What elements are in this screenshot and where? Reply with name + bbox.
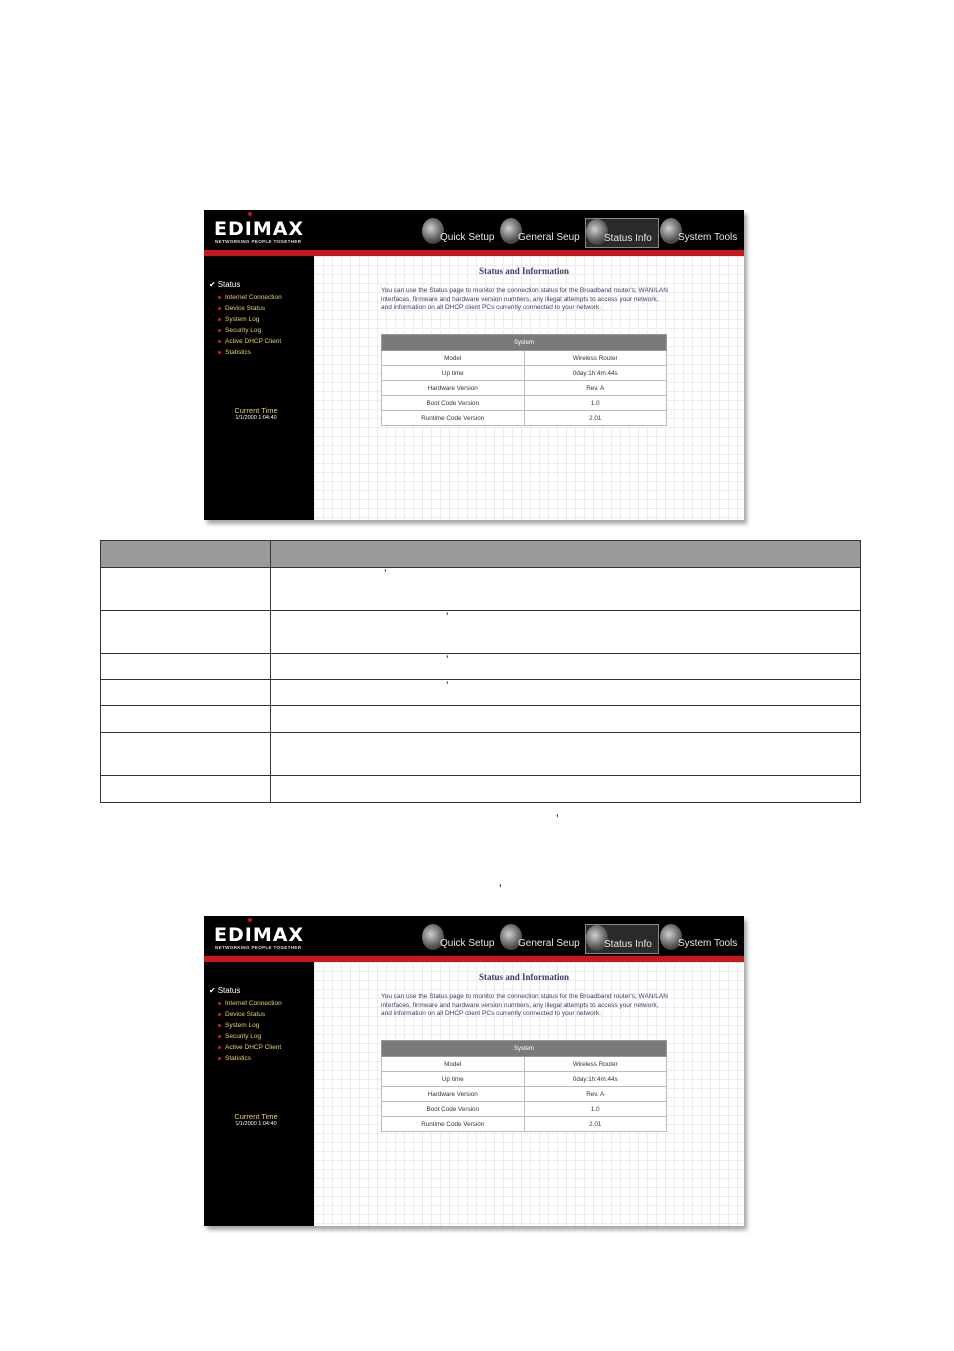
bullet-icon [218, 1057, 221, 1060]
table-row: Hardware Version Rev. A [382, 1087, 667, 1102]
table-row: Runtime Code Version 2.01 [382, 411, 667, 426]
sidebar-item-system-log[interactable]: System Log [218, 1020, 282, 1031]
table-row: Model Wireless Router [382, 351, 667, 366]
nav-status-info[interactable]: Status Info [585, 924, 659, 954]
sidebar-item-statistics[interactable]: Statistics [218, 347, 282, 358]
sidebar-menu [218, 292, 282, 358]
bullet-icon [218, 340, 221, 343]
sidebar-item-statistics[interactable]: Statistics [218, 1053, 282, 1064]
bullet-icon [218, 1024, 221, 1027]
system-info-table [381, 334, 667, 426]
header-bar [204, 210, 744, 250]
sidebar-status-heading[interactable]: ✔ Status [209, 986, 241, 995]
sidebar-item-security-log[interactable]: Security Log [218, 1031, 282, 1042]
edimax-logo: EDIMAX [214, 218, 304, 240]
sidebar-item-device-status[interactable]: Device Status [218, 303, 282, 314]
table-row: ’ [101, 568, 861, 611]
sidebar [204, 256, 314, 520]
bullet-icon [218, 1002, 221, 1005]
table-header-cell [271, 541, 861, 568]
table-row [101, 733, 861, 776]
table-row: Hardware Version Rev. A [382, 381, 667, 396]
bullet-icon [218, 1013, 221, 1016]
sidebar-item-internet-connection[interactable]: Internet Connection [218, 998, 282, 1009]
header-bar [204, 916, 744, 956]
system-table-header: System [382, 1041, 667, 1057]
nav-system-tools[interactable]: System Tools [660, 218, 742, 246]
table-row: ’ [101, 680, 861, 706]
bullet-icon [218, 296, 221, 299]
description-table [100, 540, 861, 803]
sidebar-item-internet-connection[interactable]: Internet Connection [218, 292, 282, 303]
sidebar-item-active-dhcp-client[interactable]: Active DHCP Client [218, 336, 282, 347]
table-row: Up time 0day:1h:4m:44s [382, 1072, 667, 1087]
apostrophe-mark: ’ [556, 812, 559, 826]
sidebar-item-device-status[interactable]: Device Status [218, 1009, 282, 1020]
current-time-label: Current Time [234, 406, 278, 415]
table-row: Boot Code Version 1.0 [382, 396, 667, 411]
nav-quick-setup[interactable]: Quick Setup [422, 924, 497, 952]
sidebar-item-security-log[interactable]: Security Log [218, 325, 282, 336]
table-row: Up time 0day:1h:4m:44s [382, 366, 667, 381]
bullet-icon [218, 329, 221, 332]
sidebar-item-system-log[interactable]: System Log [218, 314, 282, 325]
table-row: Model Wireless Router [382, 1057, 667, 1072]
bullet-icon [218, 351, 221, 354]
router-screenshot-2 [204, 916, 744, 1226]
page-title: Status and Information [478, 266, 570, 276]
page-description: You can use the Status page to monitor the connection status for the Broadband router's; WAN/LAN interfaces, firmware and hardware version numbers, any illegal attempts to access your network, and information on all DHCP client PCs currently connected to your network. [381, 993, 668, 1018]
table-row: ’ [101, 611, 861, 654]
page-title: Status and Information [478, 972, 570, 982]
checkmark-icon: ✔ [209, 280, 216, 289]
sidebar-status-heading[interactable]: ✔ Status [209, 280, 241, 289]
current-time-value: 1/1/2000 1:04:40 [235, 1121, 277, 1127]
apostrophe-mark: ’ [499, 882, 502, 896]
table-row: Runtime Code Version 2.01 [382, 1117, 667, 1132]
nav-quick-setup[interactable]: Quick Setup [422, 218, 497, 246]
main-content [314, 962, 744, 1226]
table-row [101, 776, 861, 803]
main-content [314, 256, 744, 520]
sidebar-item-active-dhcp-client[interactable]: Active DHCP Client [218, 1042, 282, 1053]
system-info-table [381, 1040, 667, 1132]
bullet-icon [218, 307, 221, 310]
current-time-label: Current Time [234, 1112, 278, 1121]
nav-general-setup[interactable]: General Seup [500, 924, 582, 952]
bullet-icon [218, 1046, 221, 1049]
nav-status-info[interactable]: Status Info [585, 218, 659, 248]
sidebar-menu [218, 998, 282, 1064]
table-row: ’ [101, 654, 861, 680]
bullet-icon [218, 318, 221, 321]
table-row [101, 706, 861, 733]
table-header-cell [101, 541, 271, 568]
table-row: Boot Code Version 1.0 [382, 1102, 667, 1117]
logo-tagline: NETWORKING PEOPLE TOGETHER [215, 239, 302, 244]
logo-tagline: NETWORKING PEOPLE TOGETHER [215, 945, 302, 950]
current-time-value: 1/1/2000 1:04:40 [235, 415, 277, 421]
bullet-icon [218, 1035, 221, 1038]
checkmark-icon: ✔ [209, 986, 216, 995]
nav-system-tools[interactable]: System Tools [660, 924, 742, 952]
page-description: You can use the Status page to monitor the connection status for the Broadband router's; WAN/LAN interfaces, firmware and hardware version numbers, any illegal attempts to access your network, and information on all DHCP client PCs currently connected to your network. [381, 287, 668, 312]
edimax-logo: EDIMAX [214, 924, 304, 946]
router-screenshot-1 [204, 210, 744, 520]
nav-general-setup[interactable]: General Seup [500, 218, 582, 246]
system-table-header: System [382, 335, 667, 351]
sidebar [204, 962, 314, 1226]
